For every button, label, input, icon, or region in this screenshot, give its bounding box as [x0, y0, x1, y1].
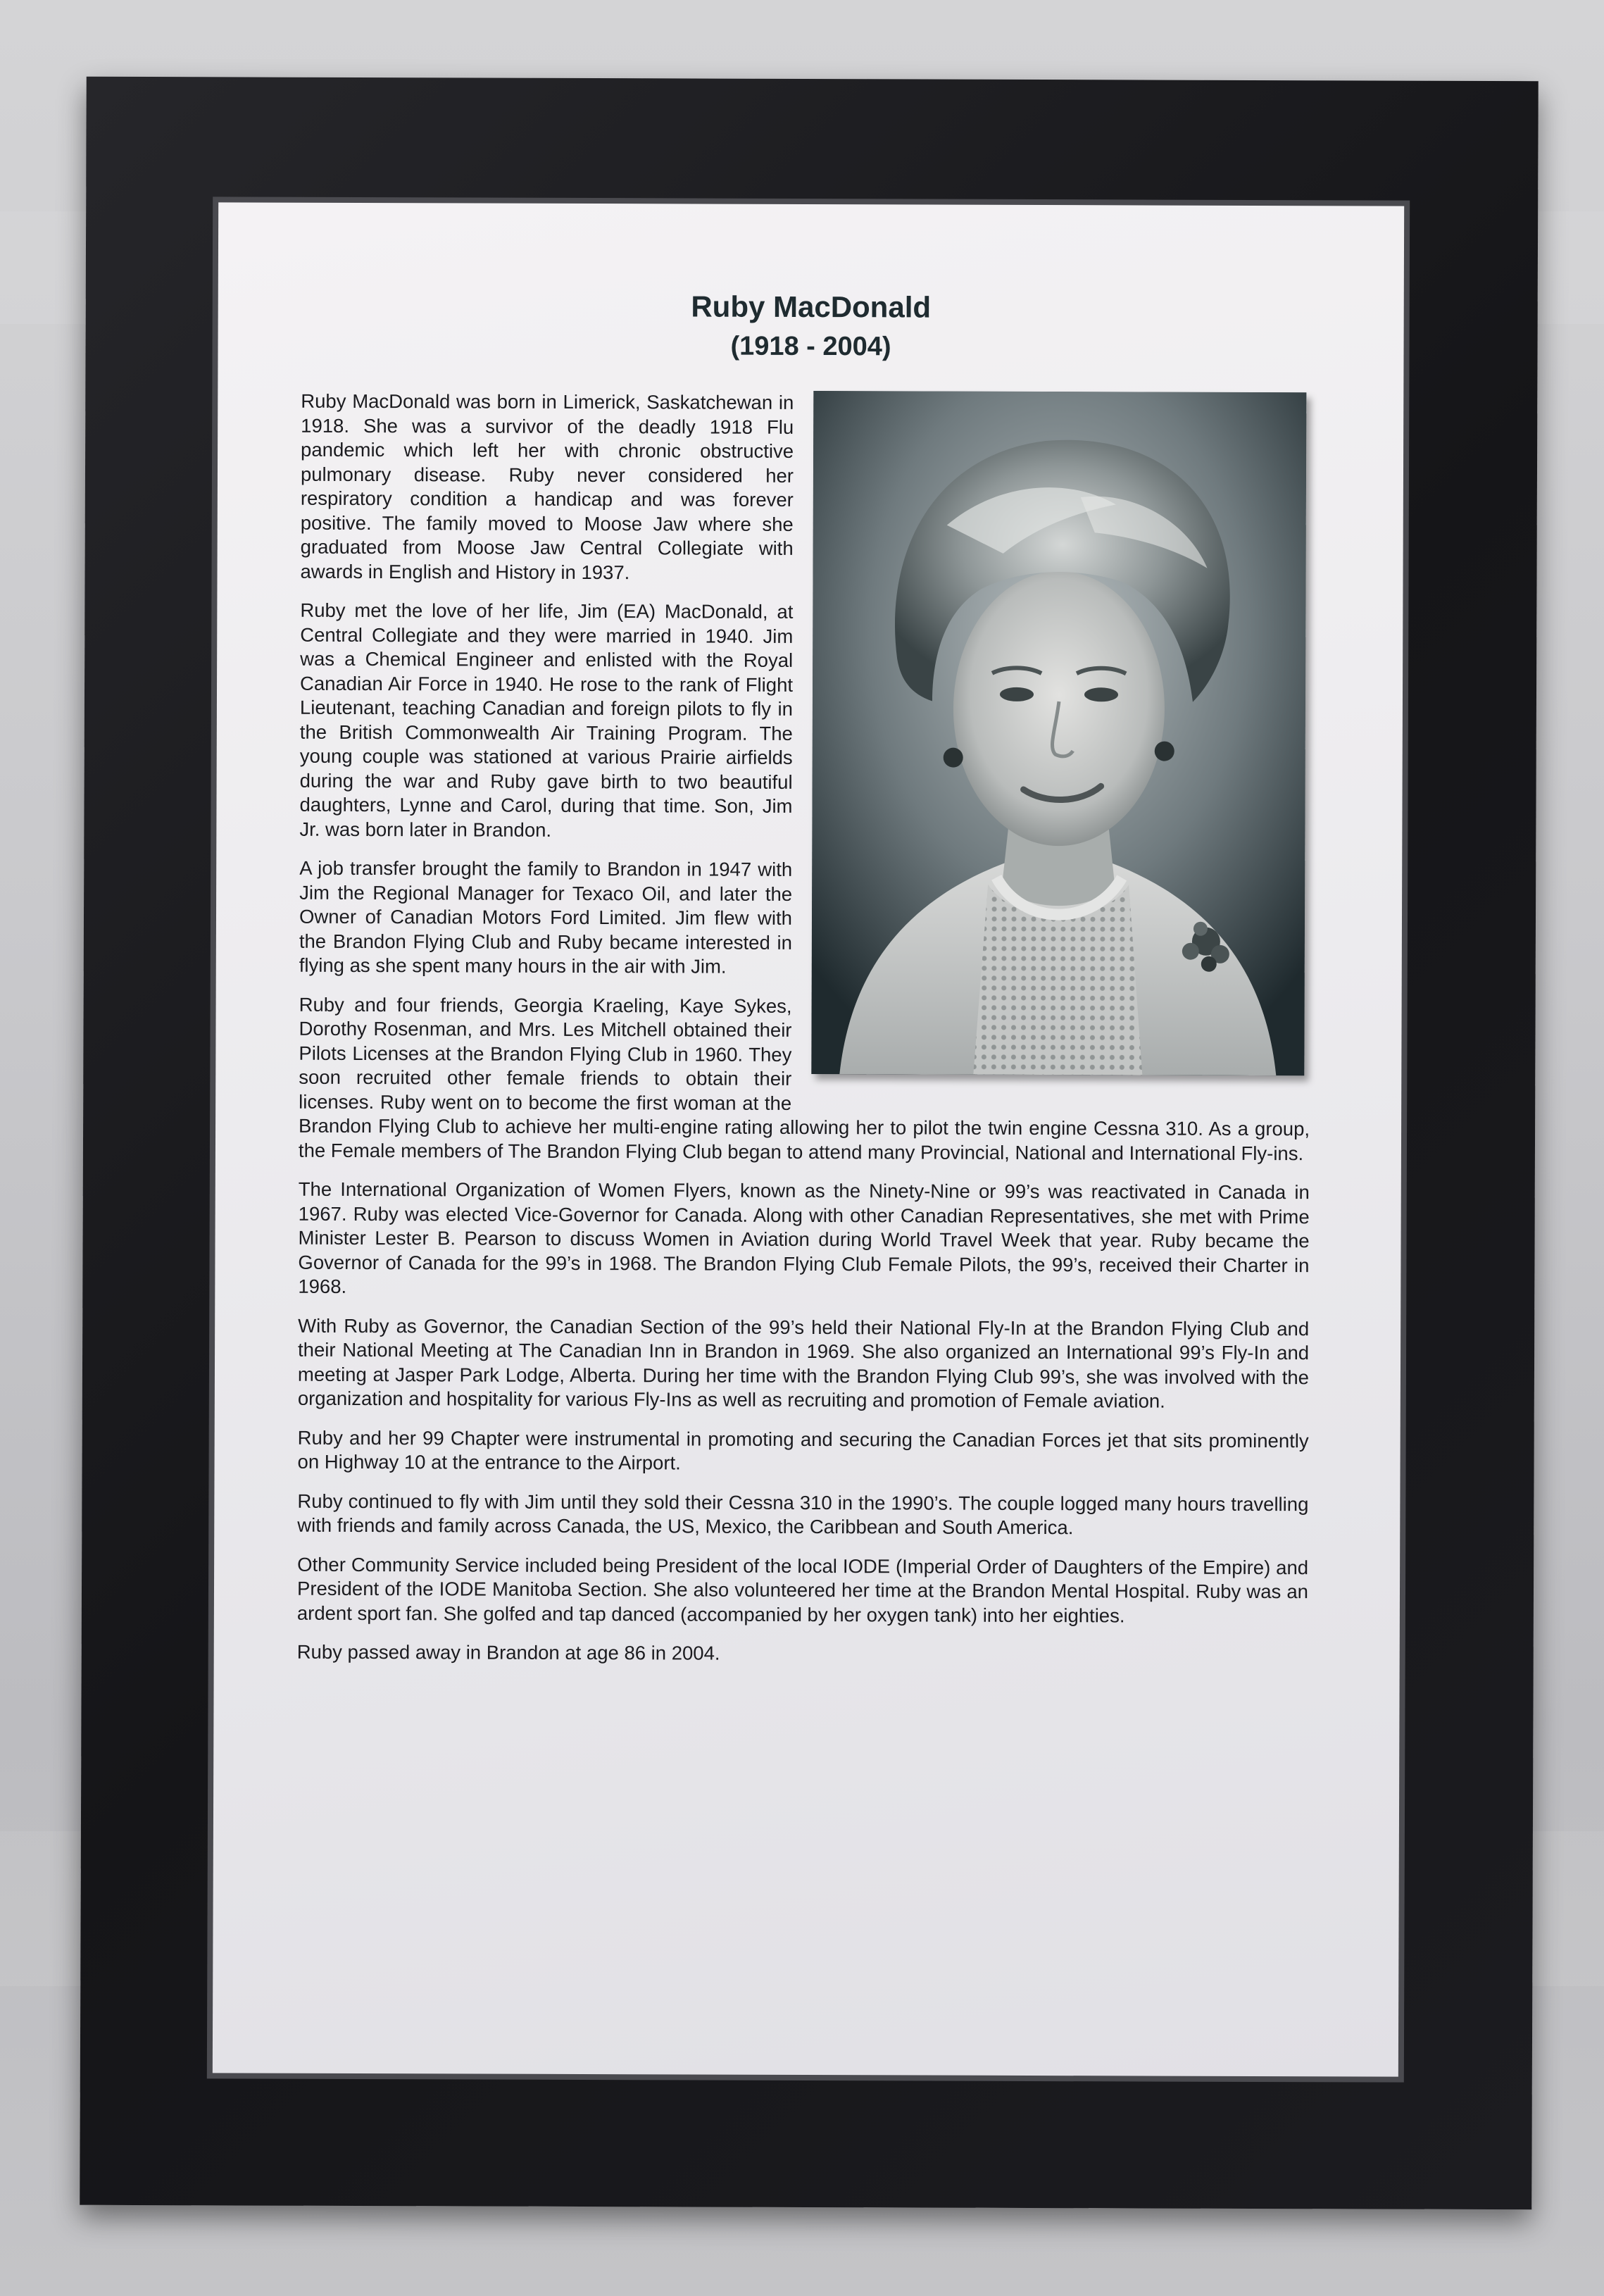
portrait-illustration — [811, 391, 1306, 1075]
paragraph-3: A job transfer brought the family to Brandon in 1947 with Jim the Regional Manager for Texaco Oil, and later the Owner of Canadian Motors Ford Limited. Jim flew with the Brandon Flying Club and Ruby became interested in flying as she spent many hours in the air with Jim. — [299, 856, 793, 978]
paragraph-2: Ruby met the love of her life, Jim (EA) MacDonald, at Central Collegiate and they were married in 1940. Jim was a Chemical Engineer and enlisted with the Royal Canadian Air Force in 1940. He rose to the rank of Flight Lieutenant, teaching Canadian and foreign pilots to fly in the British Commonwealth Air Training Program. The young couple was stationed at various Prairie airfields during the war and Ruby gave birth to two beautiful daughters, Lynne and Carol, during that time. Son, Jim Jr. was born later in Brandon. — [299, 599, 794, 841]
paragraph-10: Ruby passed away in Brandon at age 86 in 2004. — [296, 1640, 720, 1664]
page-subtitle: (1918 - 2004) — [730, 331, 891, 362]
paragraph-1: Ruby MacDonald was born in Limerick, Saskatchewan in 1918. She was a survivor of the deadly 1918 Flu pandemic which left her with chronic obstructive pulmonary disease. Ruby never considered her respiratory condition a handicap and was forever positive. The family moved to Moose Jaw where she graduated from Moose Jaw Central Collegiate with awards in English and History in 1937. — [300, 389, 794, 583]
paragraph-7: Ruby and her 99 Chapter were instrumental in promoting and securing the Canadian Forces jet that sits prominently on Highway 10 at the entrance to the Airport. — [297, 1426, 1309, 1474]
portrait-photo-container — [811, 391, 1312, 1085]
paragraph-6: With Ruby as Governor, the Canadian Section of the 99’s held their National Fly-In at the Brandon Flying Club and their National Meeting at The Canadian Inn in Brandon in 1969. She also organized an International 99’s Fly-In and meeting at Jasper Park Lodge, Alberta. During her time with the Brandon Flying Club 99’s, she was involved with the organization and hospitality for various Fly-Ins as well as recruiting and promotion of Female aviation. — [297, 1314, 1310, 1412]
biography-text — [297, 389, 1312, 1683]
paragraph-4: Ruby and four friends, Georgia Kraeling, Kaye Sykes, Dorothy Rosenman, and Mrs. Les Mitchell obtained their Pilots Licenses at the Brandon Flying Club in 1960. They soon recruited other female friends to obtain their licenses. Ruby went on to become the first woman at the Brandon Flying Club to achieve her multi-engine rating allowing her to pilot the twin engine Cessna 310. As a group, the Female members of The Brandon Flying Club began to attend many Provincial, National and International Fly-ins. — [298, 993, 1310, 1164]
plaque-paper — [213, 202, 1404, 2076]
paragraph-9: Other Community Service included being President of the local IODE (Imperial Order of Daughters of the Empire) and President of the IODE Manitoba Section. She also volunteered her time at the Brandon Mental Hospital. Ruby was an ardent sport fan. She golfed and tap danced (accompanied by her oxygen tank) into her eighties. — [296, 1553, 1309, 1626]
paragraph-8: Ruby continued to fly with Jim until they sold their Cessna 310 in the 1990’s. The couple logged many hours travelling with friends and family across Canada, the US, Mexico, the Caribbean and South America. — [297, 1490, 1309, 1539]
paragraph-5: The International Organization of Women Flyers, known as the Ninety-Nine or 99’s was reactivated in Canada in 1967. Ruby was elected Vice-Governor for Canada. Along with other Canadian Representatives, she met with Prime Minister Lester B. Pearson to discuss Women in Aviation during World Travel Week that year. Ruby became the Governor of Canada for the 99’s in 1968. The Brandon Flying Club Female Pilots, the 99’s, received their Charter in 1968. — [298, 1178, 1310, 1297]
portrait-photo — [811, 391, 1306, 1075]
frame-mat — [207, 196, 1410, 2082]
picture-frame — [80, 77, 1538, 2209]
page-title: Ruby MacDonald — [691, 289, 932, 324]
